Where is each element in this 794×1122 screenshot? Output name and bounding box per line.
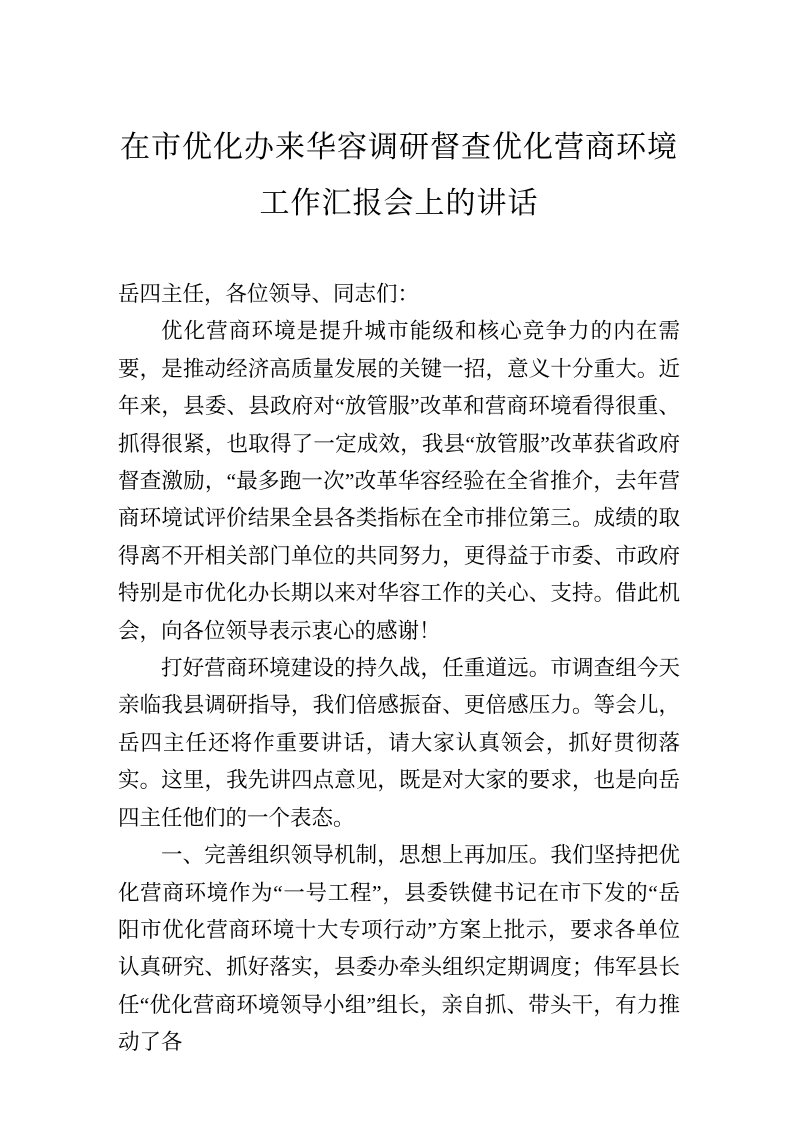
- paragraph-intro: 优化营商环境是提升城市能级和核心竞争力的内在需要，是推动经济高质量发展的关键一招，意义十分重大。近年来，县委、县政府对“放管服”改革和营商环境看得很重、抓得很紧，也取得了一定成效，我县“放管服”改革获省政府督查激励，“最多跑一次”改革华容经验在全省推介，去年营商环境试评价结果全县各类指标在全市排位第三。成绩的取得离不开相关部门单位的共同努力，更得益于市委、市政府特别是市优化办长期以来对华容工作的关心、支持。借此机会，向各位领导表示衷心的感谢！: [118, 319, 680, 643]
- paragraph-point-one: 一、完善组织领导机制，思想上再加压。我们坚持把优化营商环境作为“一号工程”，县委铁健书记在市下发的“岳阳市优化营商环境十大专项行动”方案上批示，要求各单位认真研究、抓好落实，县委办牵头组织定期调度；伟军县长任“优化营商环境领导小组”组长，亲自抓、带头干，有力推动了各: [118, 843, 680, 1055]
- document-body: [118, 276, 680, 1062]
- document-content: [0, 120, 794, 1062]
- document-title-line-2: 工作汇报会上的讲话: [259, 187, 539, 220]
- paragraph-transition: 打好营商环境建设的持久战，任重道远。市调查组今天亲临我县调研指导，我们倍感振奋、更倍感压力。等会儿，岳四主任还将作重要讲话，请大家认真领会，抓好贯彻落实。这里，我先讲四点意见，既是对大家的要求，也是向岳四主任他们的一个表态。: [118, 656, 680, 830]
- document-title-line-1: 在市优化办来华容调研督查优化营商环境: [120, 131, 678, 164]
- salutation-line: 岳四主任，各位领导、同志们：: [118, 282, 420, 306]
- document-title: [118, 120, 680, 232]
